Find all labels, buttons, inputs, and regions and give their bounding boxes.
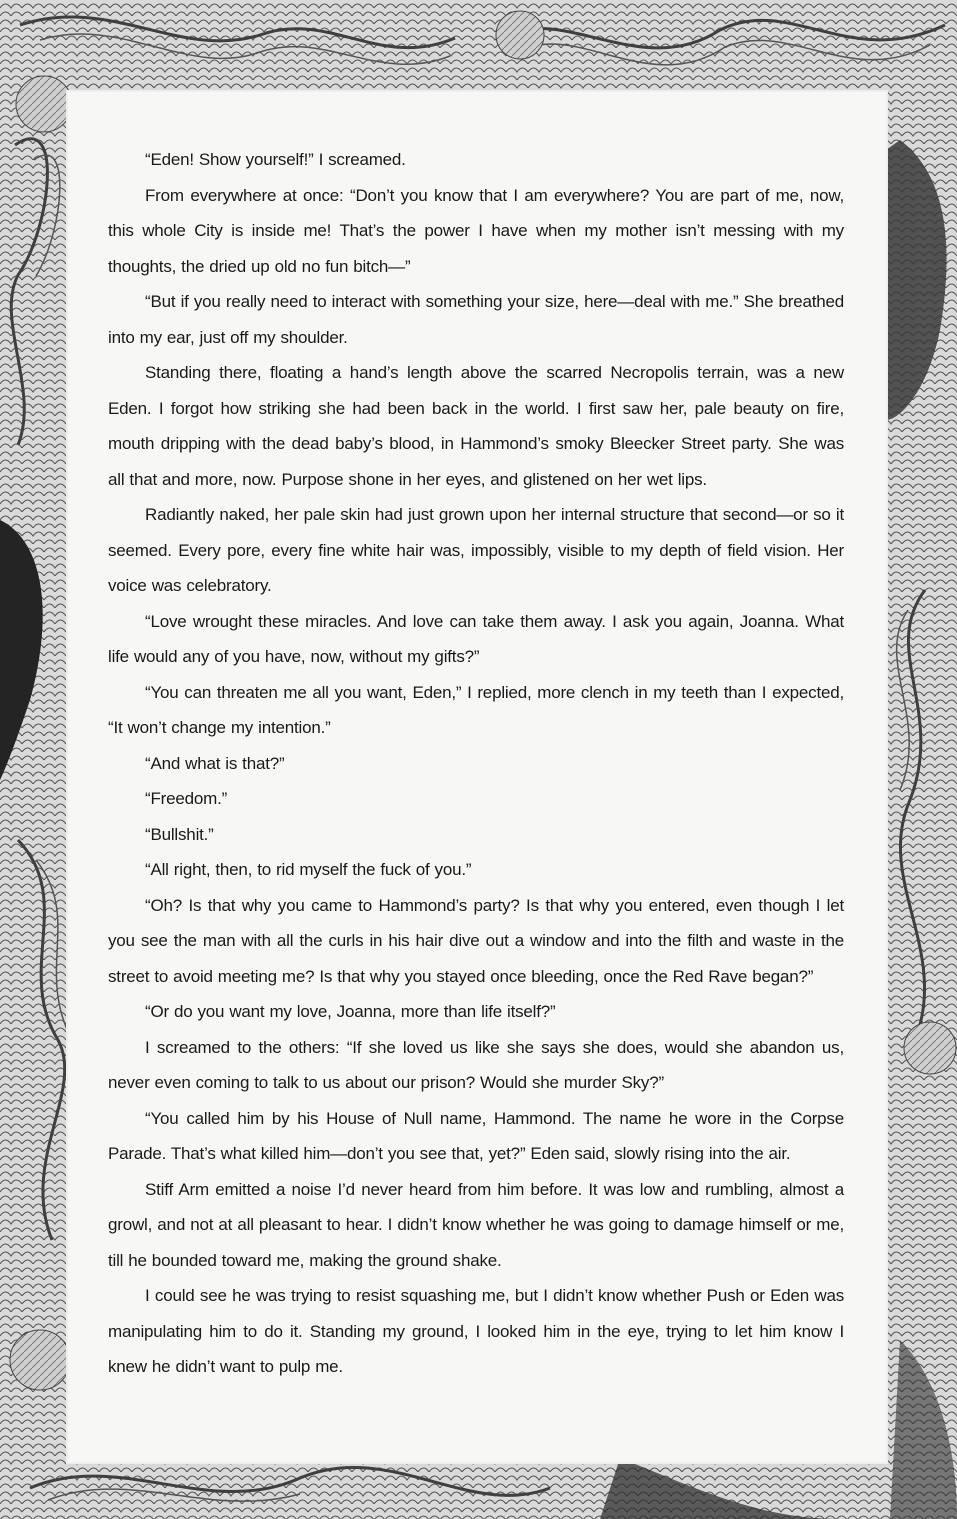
- paragraph: “And what is that?”: [145, 753, 285, 773]
- paragraph: “But if you really need to interact with something your size, here—deal with me.” She breathed into my ear, just off my shoulder.: [108, 292, 844, 347]
- paragraph: “Freedom.”: [145, 789, 228, 808]
- paragraph: “Eden! Show yourself!” I screamed.: [145, 150, 406, 169]
- paragraph: “You called him by his House of Null name, Hammond. The name he wore in the Corpse Parade. That’s what killed him—don’t you see that, yet?” Eden said, slowly rising into the air.: [108, 1108, 844, 1163]
- paragraph: Standing there, floating a hand’s length above the scarred Necropolis terrain, was a new Eden. I forgot how striking she had been back in the world. I first saw her, pale beauty on fire, mouth dripping with the dead baby’s blood, in Hammond’s smoky Bleecker Street party. She was all that and more, now. Purpose shone in her eyes, and glistened on her wet lips.: [108, 363, 844, 489]
- paragraph: From everywhere at once: “Don’t you know that I am everywhere? You are part of me, now, this whole City is inside me! That’s the power I have when my mother isn’t messing with my thoughts, the dried up old no fun bitch—”: [108, 185, 844, 276]
- paragraph: “Oh? Is that why you came to Hammond’s party? Is that why you entered, even though I let you see the man with all the curls in his hair dive out a window and into the filth and waste in the street to avoid meeting me? Is that why you stayed once bleeding, once the Red Rave began?”: [108, 895, 844, 986]
- story-text: [108, 142, 844, 1385]
- paragraph: I screamed to the others: “If she loved us like she says she does, would she abandon us, never even coming to talk to us about our prison? Would she murder Sky?”: [108, 1037, 844, 1092]
- paragraph: “Or do you want my love, Joanna, more than life itself?”: [145, 1002, 556, 1021]
- paragraph: Stiff Arm emitted a noise I’d never heard from him before. It was low and rumbling, almost a growl, and not at all pleasant to hear. I didn’t know whether he was going to damage himself or me, till he bounded toward me, making the ground shake.: [108, 1179, 844, 1270]
- paragraph: I could see he was trying to resist squashing me, but I didn’t know whether Push or Eden was manipulating him to do it. Standing my ground, I looked him in the eye, trying to let him know I knew he didn’t want to pulp me.: [108, 1286, 844, 1376]
- paragraph: “You can threaten me all you want, Eden,” I replied, more clench in my teeth than I expected, “It won’t change my intention.”: [108, 682, 844, 737]
- paragraph: “All right, then, to rid myself the fuck of you.”: [145, 860, 472, 879]
- paragraph: “Bullshit.”: [145, 824, 214, 844]
- paragraph: Radiantly naked, her pale skin had just grown upon her internal structure that second—or so it seemed. Every pore, every fine white hair was, impossibly, visible to my depth of field vision. Her voice was celebratory.: [108, 505, 844, 595]
- paragraph: “Love wrought these miracles. And love can take them away. I ask you again, Joanna. What life would any of you have, now, without my gifts?”: [108, 611, 844, 666]
